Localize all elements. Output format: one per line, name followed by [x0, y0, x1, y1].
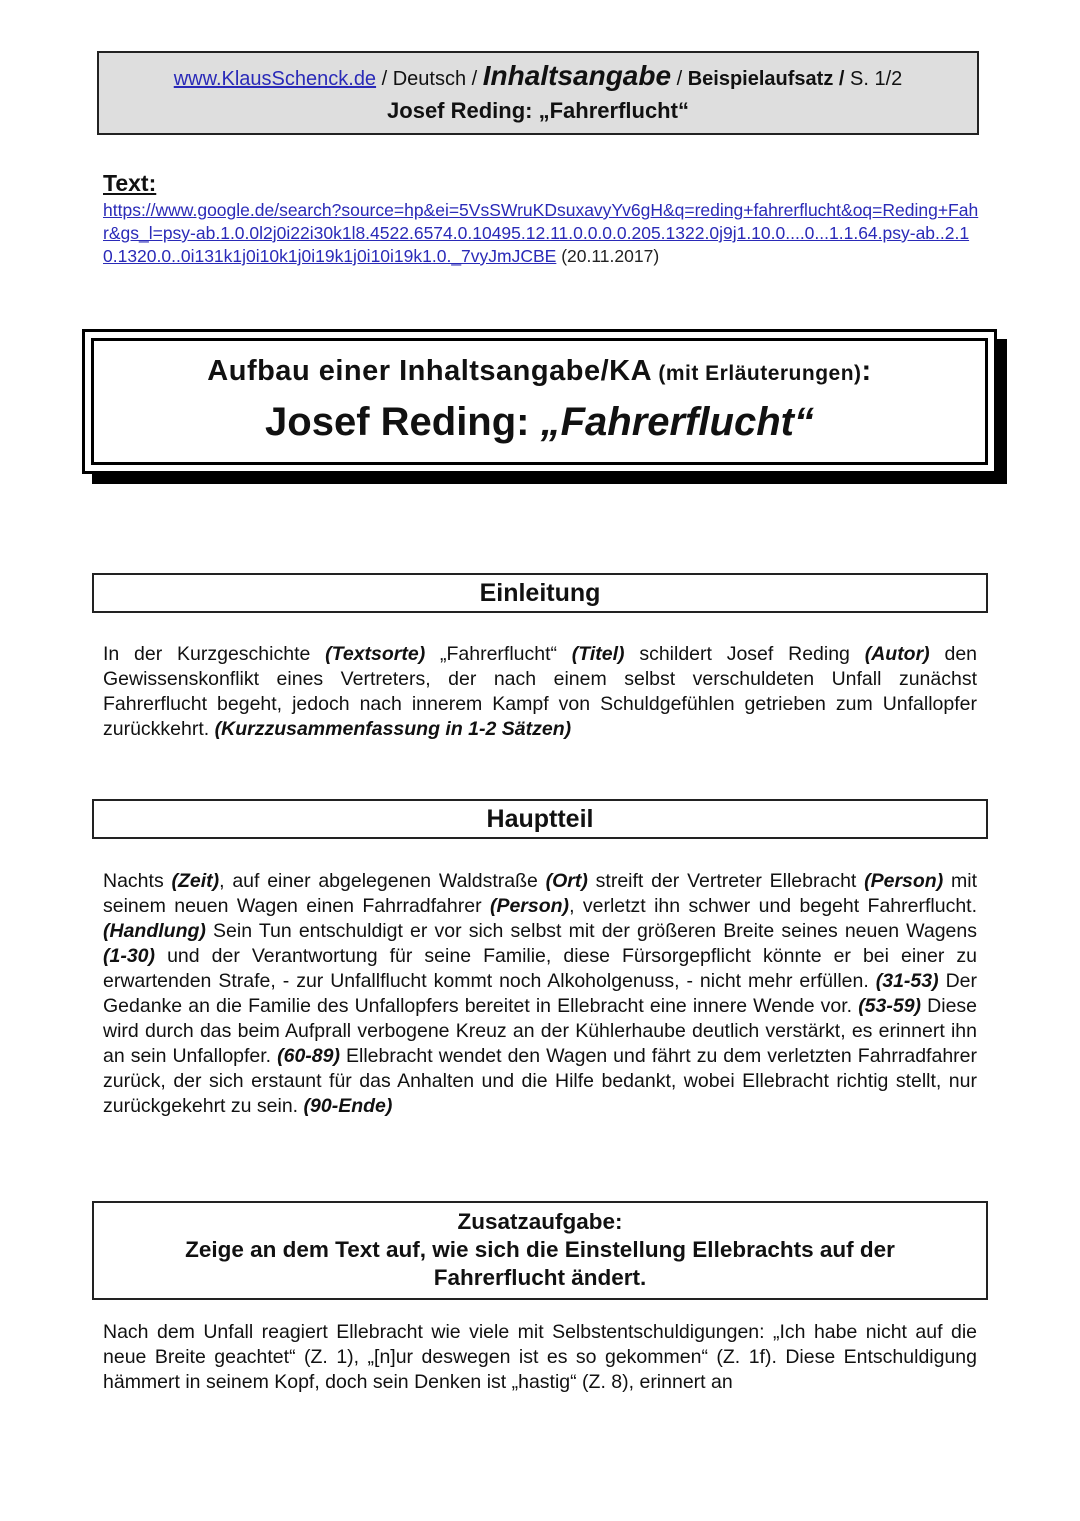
- header-page-number: S. 1/2: [844, 68, 903, 90]
- section-heading-einleitung: Einleitung: [92, 573, 988, 613]
- text-run: Sein Tun entschuldigt er vor sich selbst mit der größeren Breite seines neuen Wagens: [205, 920, 977, 942]
- text-run: mit seinem neuen Wagen einen Fahrradfahrer: [103, 870, 977, 917]
- annotation-run: (Person): [489, 895, 570, 917]
- text-run: In der Kurzgeschichte: [103, 643, 326, 665]
- header-subtitle: Josef Reding: „Fahrerflucht“: [387, 98, 689, 123]
- header-separator-2: /: [671, 68, 688, 90]
- header-type: Beispielaufsatz /: [687, 68, 845, 90]
- text-run: Diese wird durch das beim Aufprall verbogene Kreuz an der Kühlerhaube deutlich verstärkt, es erinnert ihn an sein Unfallopfer.: [103, 995, 978, 1067]
- annotation-run: (Kurzzusammenfassung in 1-2 Sätzen): [214, 718, 572, 740]
- zusatz-paragraph: Nach dem Unfall reagiert Ellebracht wie viele mit Selbstentschuldigungen: „Ich habe nicht auf die neue Breite geachtet“ (Z. 1), „[n]ur deswegen ist es so gekommen“ (Z. 1f). Diese Entschuldigung hämmert in seinem Kopf, doch sein Denken ist „hastig“ (Z. 8), erinnert an: [103, 1321, 977, 1393]
- text-run: schildert Josef Reding: [624, 643, 865, 665]
- einleitung-paragraph: [103, 642, 977, 742]
- hauptteil-paragraph: [103, 869, 977, 1119]
- annotation-run: (31-53): [875, 970, 939, 992]
- source-block: [103, 199, 983, 268]
- title-colon: :: [861, 355, 872, 387]
- title-line-2: [94, 400, 985, 445]
- title-box-inner: [91, 338, 988, 465]
- zusatz-title: Zusatzaufgabe:: [457, 1209, 623, 1234]
- text-run: streift der Vertreter Ellebracht: [587, 870, 865, 892]
- annotation-run: (60-89): [277, 1045, 340, 1067]
- website-link[interactable]: www.KlausSchenck.de: [173, 68, 377, 90]
- zusatz-task: Zeige an dem Text auf, wie sich die Einstellung Ellebrachts auf der Fahrerflucht ändert.: [185, 1237, 895, 1290]
- text-run: Der Gedanke an die Familie des Unfallopfers bereitet in Ellebracht eine innere Wende vor.: [103, 970, 977, 1017]
- source-url-link[interactable]: https://www.google.de/search?source=hp&ei=5VsSWruKDsuxavyYv6gH&q=reding+fahrerflucht&oq=Reding+Fahr&gs_l=psy-ab.1.0.0l2j0i22i30k1l8.4522.6574.0.10495.12.11.0.0.0.0.205.1322.0j9j1.10.0....0...1.1.64.psy-ab..2.10.1320.0..0i131k1j0i10k1j0i19k1j0i10i19k1.0._7vyJmJCBE: [103, 200, 979, 266]
- annotation-run: (Zeit): [171, 870, 220, 892]
- annotation-run: (90-Ende): [303, 1095, 393, 1117]
- text-run: , auf einer abgelegenen Waldstraße: [219, 870, 546, 892]
- header-separator: / Deutsch /: [376, 68, 483, 90]
- section-heading-hauptteil: Hauptteil: [92, 799, 988, 839]
- annotation-run: (Textsorte): [325, 643, 426, 665]
- section-heading-zusatzaufgabe: [92, 1201, 988, 1300]
- annotation-run: (1-30): [103, 945, 156, 967]
- title-line-1: [94, 355, 985, 388]
- annotation-run: (53-59): [858, 995, 922, 1017]
- text-run: und der Verantwortung für seine Familie, diese Fürsorgepflicht könnte er bei einer zu erwartenden Strafe, - zur Unfallflucht kommt noch Alkoholgenuss, - nicht mehr erfüllen.: [103, 945, 977, 992]
- title-work: „Fahrerflucht“: [540, 400, 814, 444]
- title-author: Josef Reding:: [265, 400, 541, 444]
- annotation-run: (Ort): [545, 870, 588, 892]
- annotation-run: (Autor): [864, 643, 930, 665]
- text-run: „Fahrerflucht“: [425, 643, 572, 665]
- header-line: [99, 61, 977, 94]
- annotation-run: (Titel): [571, 643, 625, 665]
- title-box: [82, 329, 997, 474]
- document-header: [97, 51, 979, 135]
- annotation-run: (Handlung): [103, 920, 206, 942]
- source-label: Text:: [103, 170, 157, 196]
- annotation-run: (Person): [864, 870, 944, 892]
- text-run: , verletzt ihn schwer und begeht Fahrerflucht.: [569, 895, 977, 917]
- text-run: Nachts: [103, 870, 172, 892]
- title-main: Aufbau einer Inhaltsangabe/KA: [207, 355, 653, 387]
- source-date: (20.11.2017): [556, 246, 660, 266]
- header-topic: Inhaltsangabe: [482, 60, 672, 91]
- text-run: den Gewissenskonflikt eines Vertreters, der nach einem selbst verschuldeten Unfall zunächst Fahrerflucht begeht, jedoch nach innerem Kampf von Schuldgefühlen getrieben zum Unfallopfer zurückkehrt.: [103, 643, 978, 740]
- text-run: Ellebracht wendet den Wagen und fährt zu dem verletzten Fahrradfahrer zurück, der sich erstaunt für das Anhalten und die Hilfe bedankt, wobei Ellebracht richtig stellt, nur zurückgekehrt zu sein.: [103, 1045, 977, 1117]
- title-annotation: (mit Erläuterungen): [652, 362, 862, 385]
